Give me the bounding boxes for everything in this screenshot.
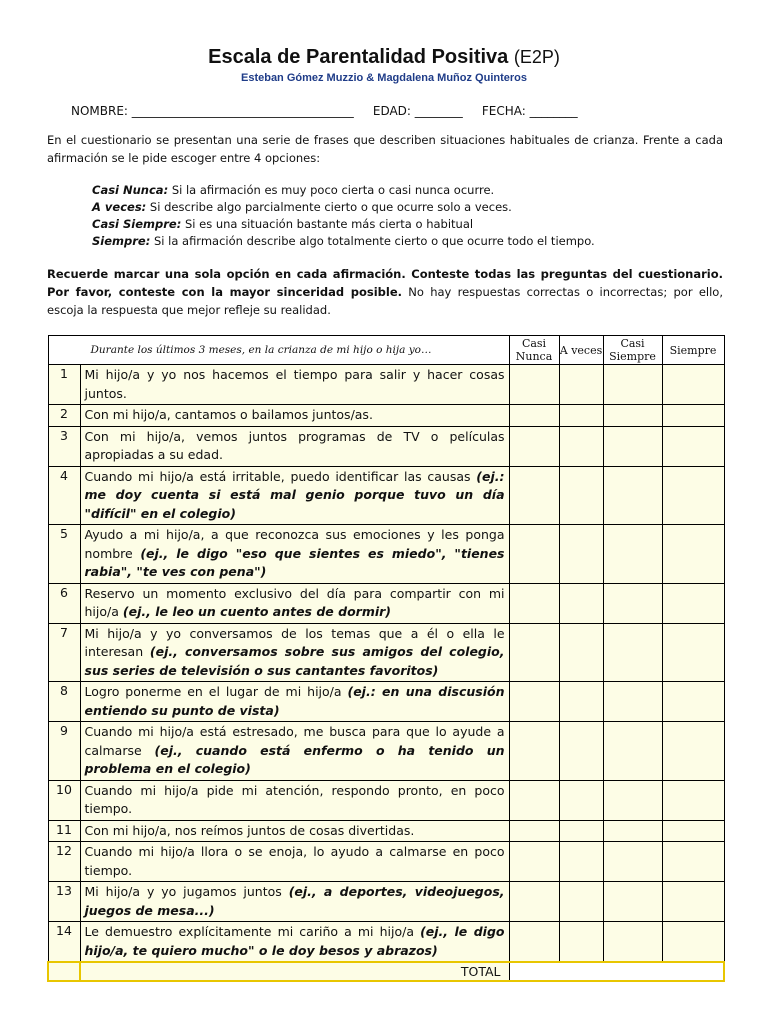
answer-box-casi-siempre[interactable]: [603, 466, 662, 525]
answer-box-siempre[interactable]: [662, 623, 724, 682]
answer-box-casi-nunca[interactable]: [509, 405, 559, 427]
answer-box-casi-siempre[interactable]: [603, 525, 662, 584]
item-number: 8: [48, 682, 80, 722]
answer-box-casi-siempre[interactable]: [603, 780, 662, 820]
answer-box-siempre[interactable]: [662, 722, 724, 781]
item-example: (ej., conversamos sobre sus amigos del colegio, sus series de televisión o sus cantantes favoritos): [84, 644, 505, 678]
item-number: 3: [48, 426, 80, 466]
table-body: [48, 365, 724, 963]
answer-box-a-veces[interactable]: [559, 922, 603, 963]
table-row: [48, 525, 724, 584]
table-row: [48, 426, 724, 466]
item-example: (ej., le leo un cuento antes de dormir): [122, 604, 392, 619]
table-row: [48, 466, 724, 525]
answer-box-siempre[interactable]: [662, 682, 724, 722]
item-statement: [80, 623, 509, 682]
col-casi-siempre: Casi Siempre: [603, 336, 662, 365]
respondent-fields: NOMBRE: _____________________________________ EDAD: ________ FECHA: ________: [71, 104, 578, 118]
answer-box-casi-nunca[interactable]: [509, 426, 559, 466]
answer-box-casi-siempre[interactable]: [603, 623, 662, 682]
document-title: [0, 46, 768, 69]
options-list: [92, 182, 595, 250]
answer-box-siempre[interactable]: [662, 525, 724, 584]
answer-box-casi-nunca[interactable]: [509, 365, 559, 405]
answer-box-casi-nunca[interactable]: [509, 623, 559, 682]
answer-box-a-veces[interactable]: [559, 466, 603, 525]
item-text: Cuando mi hijo/a pide mi atención, respondo pronto, en poco tiempo.: [84, 782, 505, 816]
item-number: 2: [48, 405, 80, 427]
table-row: [48, 780, 724, 820]
item-text: Le demuestro explícitamente mi cariño a mi hijo/a: [84, 924, 421, 939]
answer-box-casi-siempre[interactable]: [603, 882, 662, 922]
answer-box-a-veces[interactable]: [559, 405, 603, 427]
answer-box-siempre[interactable]: [662, 780, 724, 820]
item-number: 11: [48, 820, 80, 842]
answer-box-siempre[interactable]: [662, 466, 724, 525]
item-statement: [80, 682, 509, 722]
answer-box-siempre[interactable]: [662, 882, 724, 922]
item-statement: [80, 722, 509, 781]
answer-box-a-veces[interactable]: [559, 882, 603, 922]
authors: Esteban Gómez Muzzio & Magdalena Muñoz Quinteros: [240, 72, 528, 84]
answer-box-casi-siempre[interactable]: [603, 922, 662, 963]
answer-box-a-veces[interactable]: [559, 682, 603, 722]
answer-box-a-veces[interactable]: [559, 365, 603, 405]
item-text: Con mi hijo/a, cantamos o bailamos juntos/as.: [84, 407, 373, 422]
option-siempre: Siempre: Si la afirmación describe algo totalmente cierto o que ocurre todo el tiempo.: [92, 234, 595, 248]
item-text: Con mi hijo/a, nos reímos juntos de cosas divertidas.: [84, 822, 415, 838]
answer-box-a-veces[interactable]: [559, 722, 603, 781]
item-example: (ej., cuando está enfermo o ha tenido un problema en el colegio): [84, 742, 505, 776]
item-number: 14: [48, 922, 80, 963]
col-a-veces: A veces: [559, 336, 603, 365]
item-text: Cuando mi hijo/a está irritable, puedo identificar las causas: [84, 468, 477, 484]
item-number: 10: [48, 780, 80, 820]
item-example: (ej.: me doy cuenta si está mal genio porque tuvo un día "difícil" en el colegio): [84, 468, 505, 521]
answer-box-casi-nunca[interactable]: [509, 922, 559, 963]
answer-box-casi-siempre[interactable]: [603, 365, 662, 405]
answer-box-casi-siempre[interactable]: [603, 583, 662, 623]
table-row: [48, 922, 724, 963]
item-statement: [80, 842, 509, 882]
answer-box-casi-siempre[interactable]: [603, 820, 662, 842]
option-a-veces: A veces: Si describe algo parcialmente cierto o que ocurre solo a veces.: [92, 200, 512, 214]
item-example: (ej., a deportes, videojuegos, juegos de mesa...): [84, 884, 505, 918]
answer-box-casi-nunca[interactable]: [509, 820, 559, 842]
item-example: (ej.: en una discusión entiendo su punto de vista): [84, 684, 505, 718]
table-row: [48, 820, 724, 842]
item-statement: [80, 466, 509, 525]
option-casi-nunca: Casi Nunca: Si la afirmación es muy poco cierta o casi nunca ocurre.: [92, 183, 495, 197]
answer-box-casi-nunca[interactable]: [509, 466, 559, 525]
item-text: Logro ponerme en el lugar de mi hijo/a: [84, 684, 348, 699]
table-row: [48, 365, 724, 405]
answer-box-casi-siempre[interactable]: [603, 722, 662, 781]
answer-box-casi-siempre[interactable]: [603, 682, 662, 722]
item-statement: [80, 780, 509, 820]
item-number: 4: [48, 466, 80, 525]
item-text: Mi hijo/a y yo conversamos de los temas que a él o ella le interesan: [84, 625, 505, 659]
item-statement: [80, 405, 509, 427]
answer-box-a-veces[interactable]: [559, 426, 603, 466]
item-number: 9: [48, 722, 80, 781]
document-header: [0, 46, 768, 84]
item-number: 12: [48, 842, 80, 882]
col-siempre: Siempre: [662, 336, 724, 365]
intro-paragraph: En el cuestionario se presentan una serie de frases que describen situaciones habituales de crianza. Frente a cada afirmación se le pide escoger entre 4 opciones:: [47, 133, 723, 165]
instructions-paragraph: [47, 265, 723, 319]
item-statement: [80, 525, 509, 584]
total-filler: [48, 962, 80, 981]
item-text: Cuando mi hijo/a llora o se enoja, lo ayudo a calmarse en poco tiempo.: [84, 844, 505, 878]
table-row: [48, 583, 724, 623]
item-number: 13: [48, 882, 80, 922]
total-label: TOTAL: [80, 962, 509, 981]
answer-box-casi-siempre[interactable]: [603, 405, 662, 427]
col-casi-nunca: Casi Nunca: [509, 336, 559, 365]
answer-box-siempre[interactable]: [662, 820, 724, 842]
item-example: (ej., le digo hijo/a, te quiero mucho" o le doy besos y abrazos): [84, 924, 505, 958]
answer-box-casi-nunca[interactable]: [509, 682, 559, 722]
item-number: 1: [48, 365, 80, 405]
table-intro-header: Durante los últimos 3 meses, en la crianza de mi hijo o hija yo…: [48, 336, 509, 365]
answer-box-siempre[interactable]: [662, 426, 724, 466]
item-text: Mi hijo/a y yo nos hacemos el tiempo para salir y hacer cosas juntos.: [84, 367, 505, 401]
answer-box-siempre[interactable]: [662, 842, 724, 882]
table-row: [48, 682, 724, 722]
instructions-bold: Recuerde marcar una sola opción en cada afirmación. Conteste todas las preguntas del cuestionario. Por favor, conteste con la mayor sinceridad posible.: [47, 267, 723, 299]
answer-box-a-veces[interactable]: [559, 820, 603, 842]
item-statement: [80, 583, 509, 623]
answer-box-a-veces[interactable]: [559, 780, 603, 820]
title-text: Escala de Parentalidad Positiva: [208, 46, 509, 68]
answer-box-casi-nunca[interactable]: [509, 780, 559, 820]
answer-box-casi-nunca[interactable]: [509, 842, 559, 882]
answer-box-a-veces[interactable]: [559, 583, 603, 623]
item-number: 7: [48, 623, 80, 682]
answer-box-siempre[interactable]: [662, 365, 724, 405]
table-row: [48, 842, 724, 882]
item-text: Mi hijo/a y yo jugamos juntos: [84, 884, 289, 899]
item-statement: [80, 882, 509, 922]
title-code: (E2P): [513, 47, 560, 67]
answer-box-casi-nunca[interactable]: [509, 722, 559, 781]
option-casi-siempre: Casi Siempre: Si es una situación bastante más cierta o habitual: [92, 217, 474, 231]
item-statement: [80, 922, 509, 963]
item-example: (ej., le digo "eso que sientes es miedo", "tienes rabia", "te ves con pena"): [84, 545, 505, 579]
answer-box-a-veces[interactable]: [559, 842, 603, 882]
item-statement: [80, 820, 509, 842]
answer-box-casi-nunca[interactable]: [509, 882, 559, 922]
answer-box-a-veces[interactable]: [559, 525, 603, 584]
answer-box-casi-siempre[interactable]: [603, 842, 662, 882]
answer-box-casi-siempre[interactable]: [603, 426, 662, 466]
answer-box-casi-nunca[interactable]: [509, 525, 559, 584]
item-number: 6: [48, 583, 80, 623]
table-row: [48, 623, 724, 682]
item-text: Cuando mi hijo/a está estresado, me busca para que lo ayude a calmarse: [84, 724, 505, 758]
answer-box-siempre[interactable]: [662, 405, 724, 427]
item-statement: [80, 426, 509, 466]
total-field[interactable]: [509, 962, 724, 981]
answer-box-a-veces[interactable]: [559, 623, 603, 682]
table-row: [48, 405, 724, 427]
item-statement: [80, 365, 509, 405]
item-text: Con mi hijo/a, vemos juntos programas de TV o películas apropiadas a su edad.: [84, 428, 505, 462]
questionnaire-table: [47, 335, 725, 982]
item-text: Reservo un momento exclusivo del día para compartir con mi hijo/a: [84, 585, 505, 619]
instructions-normal: No hay respuestas correctas o incorrectas; por ello, escoja la respuesta que mejor refleje su realidad.: [47, 285, 724, 317]
item-text: Ayudo a mi hijo/a, a que reconozca sus emociones y les ponga nombre: [84, 527, 505, 561]
item-number: 5: [48, 525, 80, 584]
answer-box-siempre[interactable]: [662, 922, 724, 963]
answer-box-casi-nunca[interactable]: [509, 583, 559, 623]
answer-box-siempre[interactable]: [662, 583, 724, 623]
table-row: [48, 722, 724, 781]
table-row: [48, 882, 724, 922]
